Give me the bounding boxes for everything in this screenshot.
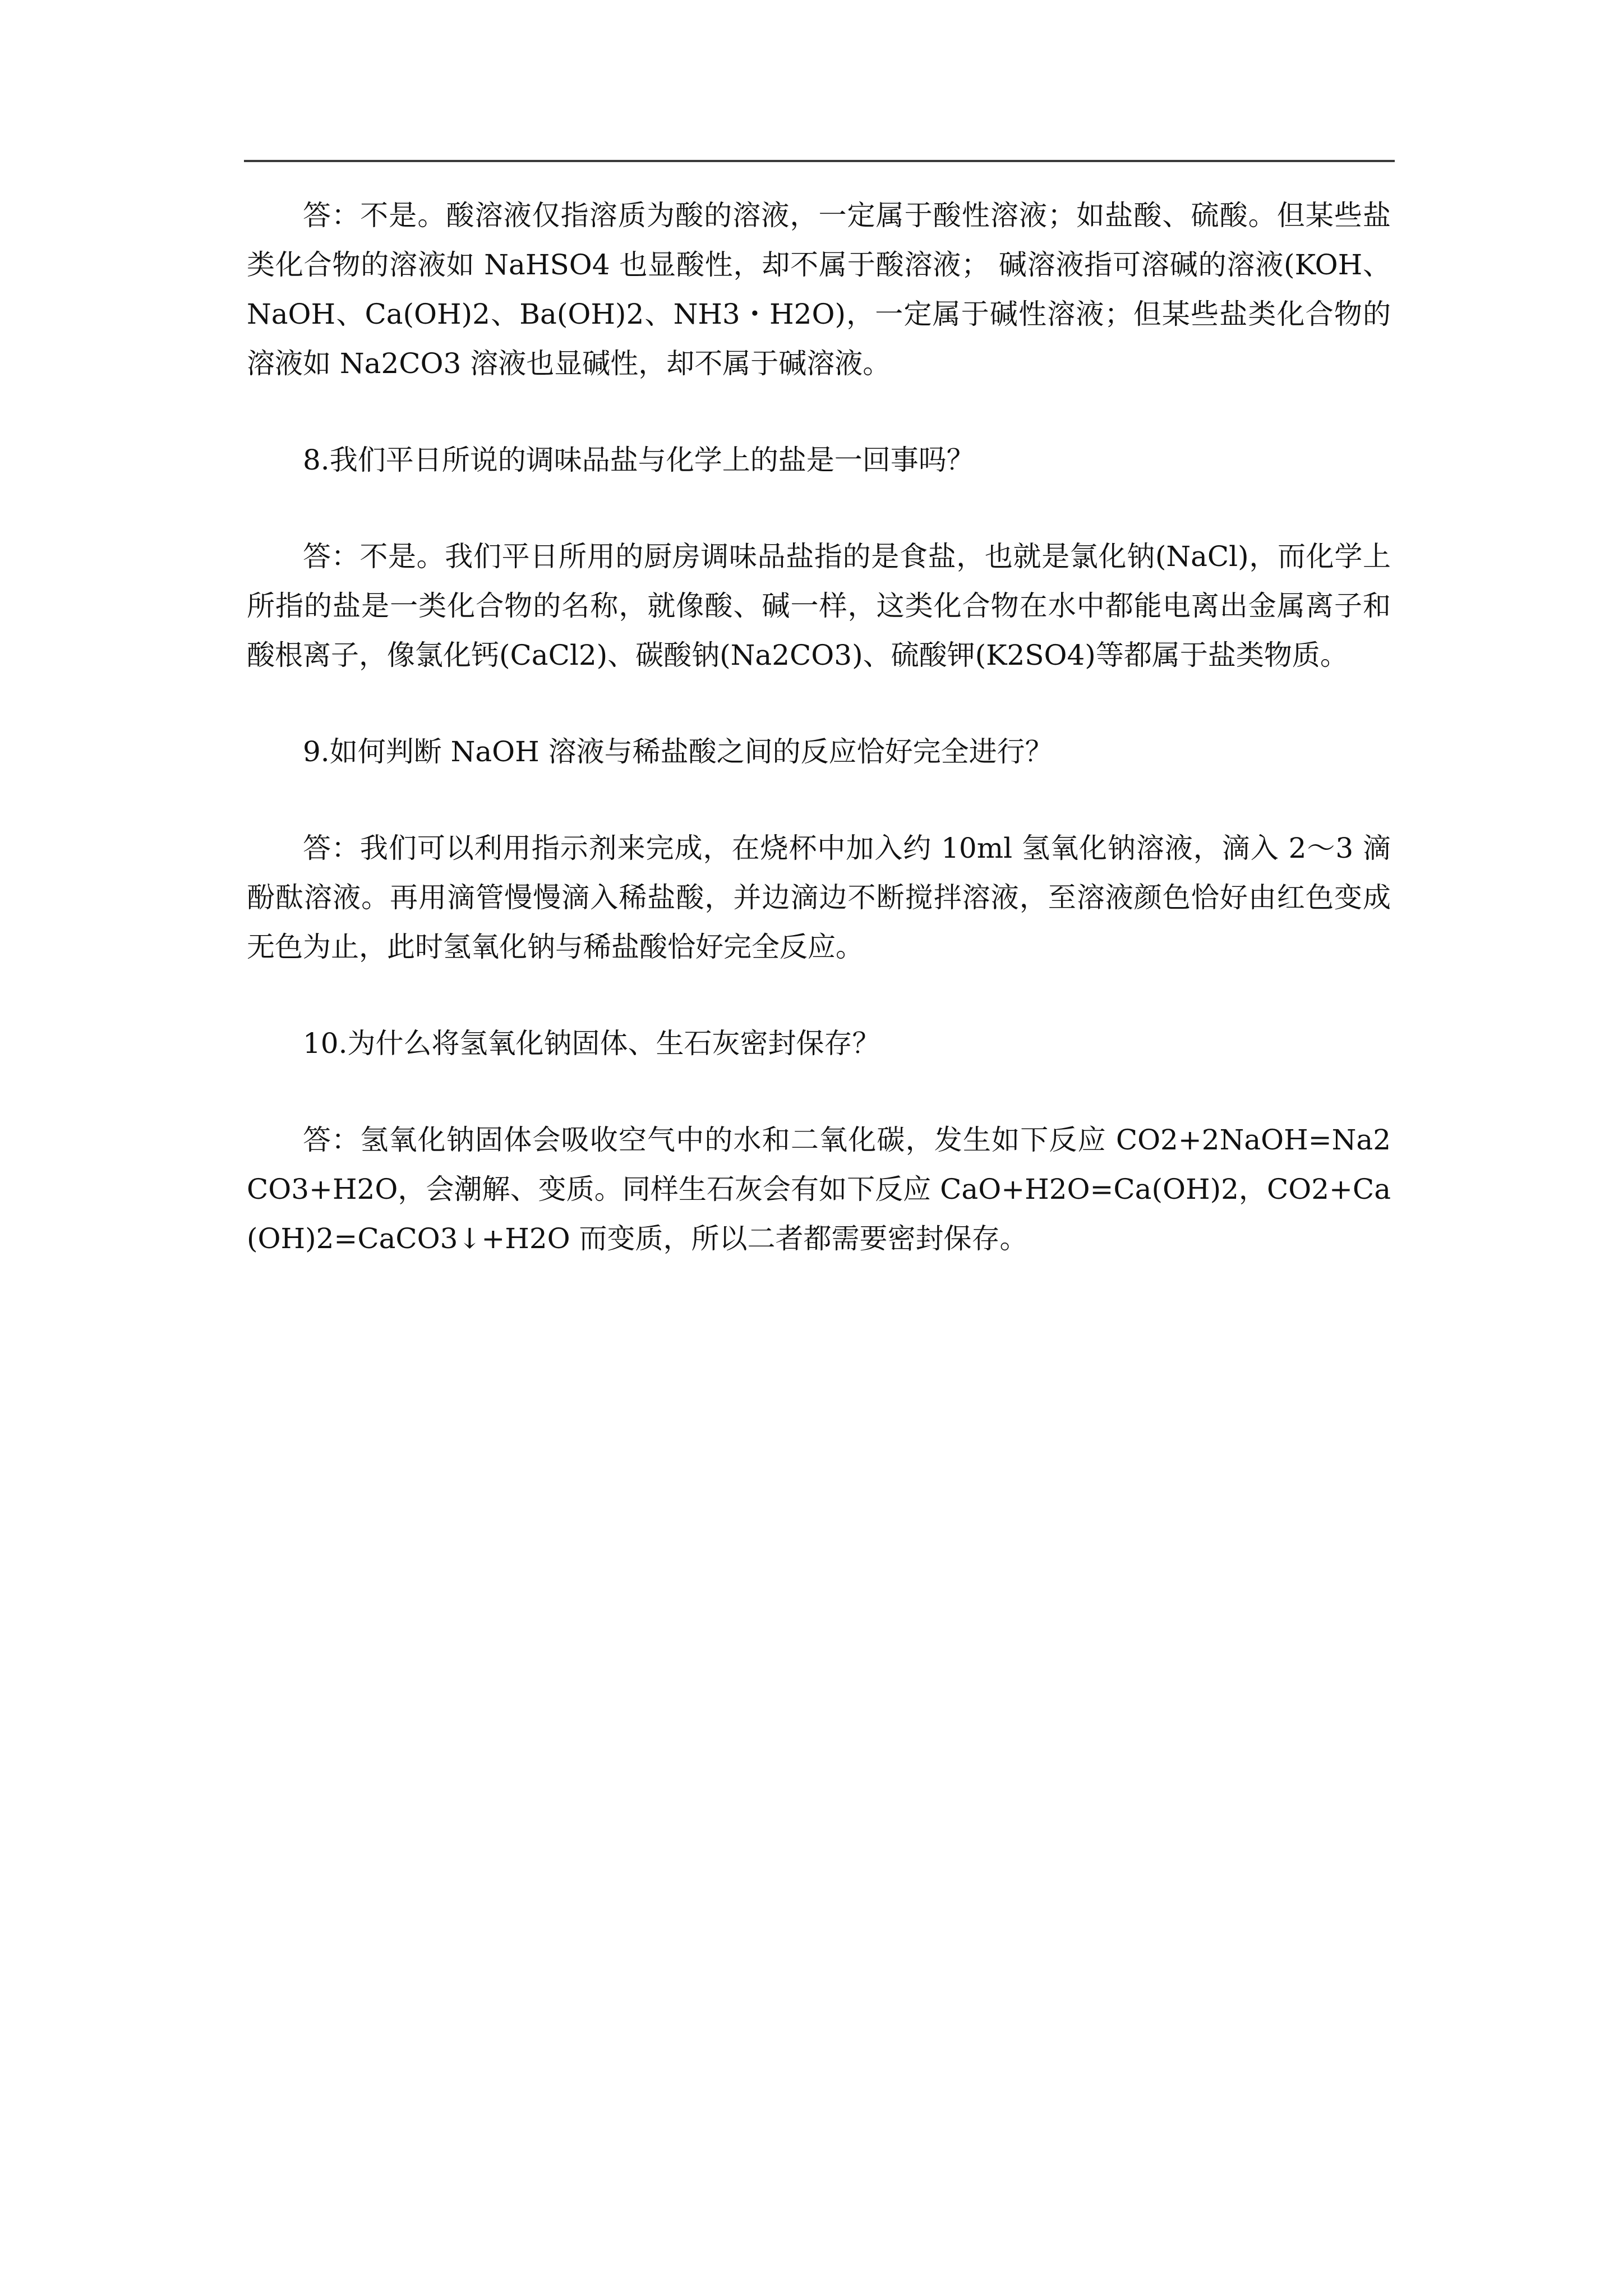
header-rule <box>244 160 1395 162</box>
question-9: 9.如何判断 NaOH 溶液与稀盐酸之间的反应恰好完全进行？ <box>303 735 1053 768</box>
answer-paragraph: 答：不是。我们平日所用的厨房调味品盐指的是食盐，也就是氯化钠(NaCl)，而化学上所指的盐是一类化合物的名称，就像酸、碱一样，这类化合物在水中都能电离出金属离子和酸根离子，像氯化钙(CaCl2)、碳酸钠(Na2CO3)、硫酸钾(K2SO4)等都属于盐类物质。 <box>247 540 1391 671</box>
document-body <box>247 191 1391 1263</box>
question-8: 8.我们平日所说的调味品盐与化学上的盐是一回事吗？ <box>303 444 975 476</box>
answer-paragraph: 答：我们可以利用指示剂来完成，在烧杯中加入约 10ml 氢氧化钠溶液，滴入 2～3 滴酚酞溶液。再用滴管慢慢滴入稀盐酸，并边滴边不断搅拌溶液，至溶液颜色恰好由红色变成无色为止，此时氢氧化钠与稀盐酸恰好完全反应。 <box>247 832 1391 963</box>
answer-paragraph: 答：不是。酸溶液仅指溶质为酸的溶液，一定属于酸性溶液；如盐酸、硫酸。但某些盐类化合物的溶液如 NaHSO4 也显酸性，却不属于酸溶液； 碱溶液指可溶碱的溶液(KOH、NaOH、Ca(OH)2、Ba(OH)2、NH3・H2O)，一定属于碱性溶液；但某些盐类化合物的溶液如 Na2CO3 溶液也显碱性，却不属于碱溶液。 <box>247 199 1391 380</box>
question-10: 10.为什么将氢氧化钠固体、生石灰密封保存？ <box>303 1027 880 1060</box>
answer-paragraph: 答：氢氧化钠固体会吸收空气中的水和二氧化碳，发生如下反应 CO2+2NaOH=Na2CO3+H2O，会潮解、变质。同样生石灰会有如下反应 CaO+H2O=Ca(OH)2，CO2+Ca(OH)2=CaCO3↓+H2O 而变质，所以二者都需要密封保存。 <box>247 1124 1391 1255</box>
